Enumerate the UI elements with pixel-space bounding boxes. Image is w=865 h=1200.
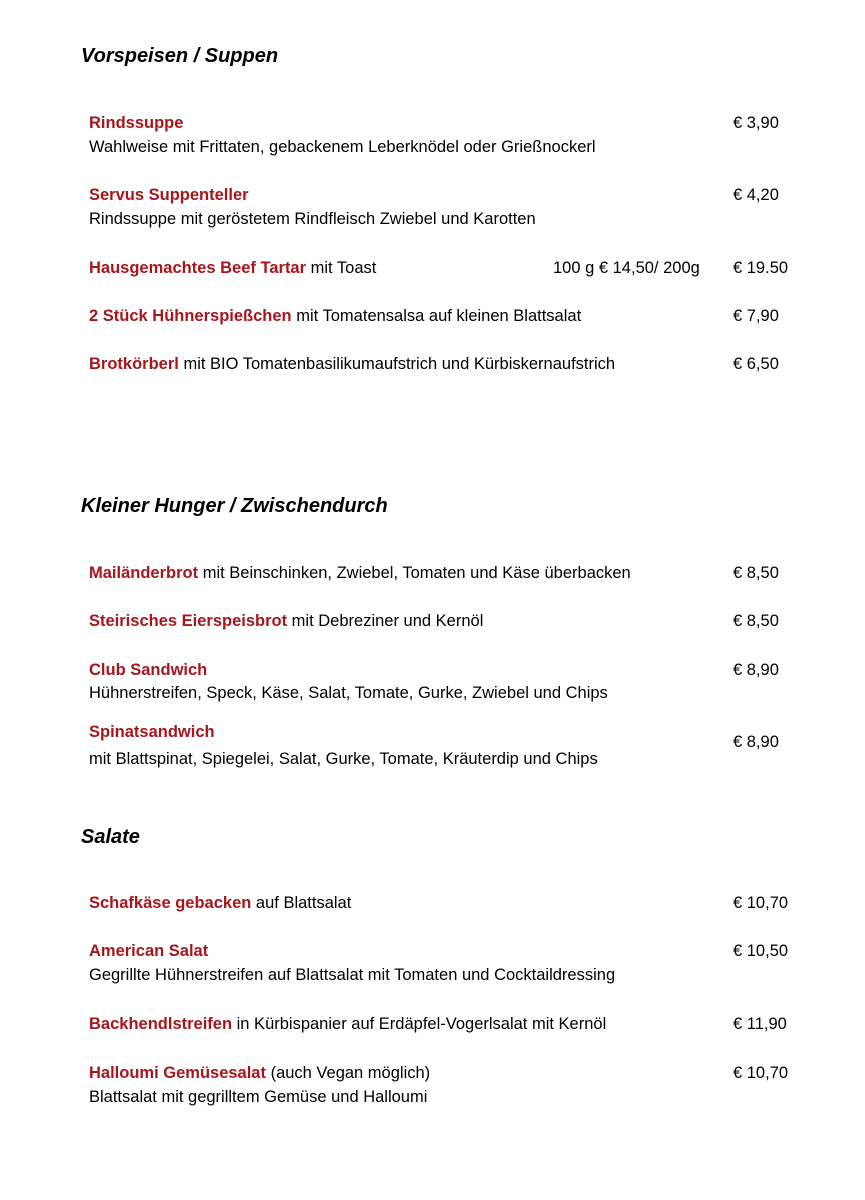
menu-item-schafkaese <box>89 893 351 913</box>
item-name: Steirisches Eierspeisbrot <box>89 612 288 630</box>
item-name: Club Sandwich <box>89 661 208 679</box>
item-inline-text: mit Toast <box>306 259 377 277</box>
item-description: mit Blattspinat, Spiegelei, Salat, Gurke, Tomate, Kräuterdip und Chips <box>89 750 598 768</box>
menu-item-halloumi <box>89 1063 430 1083</box>
item-name: Brotkörberl <box>89 355 179 373</box>
item-price: € 11,90 <box>733 1015 787 1033</box>
menu-item-eierspeisbrot <box>89 611 483 631</box>
item-name: 2 Stück Hühnerspießchen <box>89 307 292 325</box>
section-title-vorspeisen: Vorspeisen / Suppen <box>81 45 279 67</box>
item-name: Mailänderbrot <box>89 564 199 582</box>
item-inline-text: in Kürbispanier auf Erdäpfel-Vogerlsalat mit Kernöl <box>232 1015 607 1033</box>
item-inline-text: mit Beinschinken, Zwiebel, Tomaten und Käse überbacken <box>198 564 631 582</box>
item-description: Hühnerstreifen, Speck, Käse, Salat, Tomate, Gurke, Zwiebel und Chips <box>89 684 608 702</box>
menu-item-huehnerspiesschen <box>89 306 581 326</box>
item-price: € 10,70 <box>733 894 789 912</box>
item-name: Halloumi Gemüsesalat <box>89 1064 266 1082</box>
item-description: Gegrillte Hühnerstreifen auf Blattsalat mit Tomaten und Cocktaildressing <box>89 966 616 984</box>
item-name: Spinatsandwich <box>89 723 215 741</box>
item-price: € 10,70 <box>733 1064 789 1082</box>
item-inline-text: (auch Vegan möglich) <box>265 1064 431 1082</box>
item-inline-text: auf Blattsalat <box>251 894 352 912</box>
menu-item-backhendlstreifen <box>89 1014 606 1034</box>
item-description: Blattsalat mit gegrilltem Gemüse und Halloumi <box>89 1088 428 1106</box>
menu-item-club-sandwich <box>89 660 207 680</box>
section-title-kleiner-hunger: Kleiner Hunger / Zwischendurch <box>81 495 388 517</box>
item-price: € 8,90 <box>733 661 779 679</box>
menu-item-american-salat <box>89 941 208 961</box>
section-title-salate: Salate <box>81 826 140 848</box>
item-price: € 3,90 <box>733 114 779 132</box>
item-inline-text: mit BIO Tomatenbasilikumaufstrich und Kürbiskernaufstrich <box>178 355 616 373</box>
menu-item-servus-suppenteller <box>89 185 249 205</box>
item-price: € 10,50 <box>733 942 789 960</box>
menu-item-beef-tartar <box>89 258 376 278</box>
item-description: Rindssuppe mit geröstetem Rindfleisch Zwiebel und Karotten <box>89 210 536 228</box>
menu-item-mailaenderbrot <box>89 563 631 583</box>
menu-item-rindssuppe <box>89 113 183 133</box>
item-price: € 8,50 <box>733 612 779 630</box>
menu-item-spinatsandwich <box>89 722 215 742</box>
item-description: Wahlweise mit Frittaten, gebackenem Leberknödel oder Grießnockerl <box>89 138 596 156</box>
item-name: Hausgemachtes Beef Tartar <box>89 259 307 277</box>
item-inline-text: mit Tomatensalsa auf kleinen Blattsalat <box>291 307 582 325</box>
item-price: € 4,20 <box>733 186 779 204</box>
item-name: Servus Suppenteller <box>89 186 249 204</box>
item-price: € 8,50 <box>733 564 779 582</box>
item-price: € 6,50 <box>733 355 779 373</box>
item-price: € 19.50 <box>733 259 789 277</box>
item-name: Schafkäse gebacken <box>89 894 252 912</box>
item-price: € 8,90 <box>733 733 779 751</box>
menu-item-brotkoerberl <box>89 354 615 374</box>
item-portion-prices: 100 g € 14,50/ 200g <box>553 259 700 277</box>
item-name: Backhendlstreifen <box>89 1015 233 1033</box>
item-price: € 7,90 <box>733 307 779 325</box>
item-name: Rindssuppe <box>89 114 184 132</box>
item-inline-text: mit Debreziner und Kernöl <box>287 612 484 630</box>
item-name: American Salat <box>89 942 209 960</box>
